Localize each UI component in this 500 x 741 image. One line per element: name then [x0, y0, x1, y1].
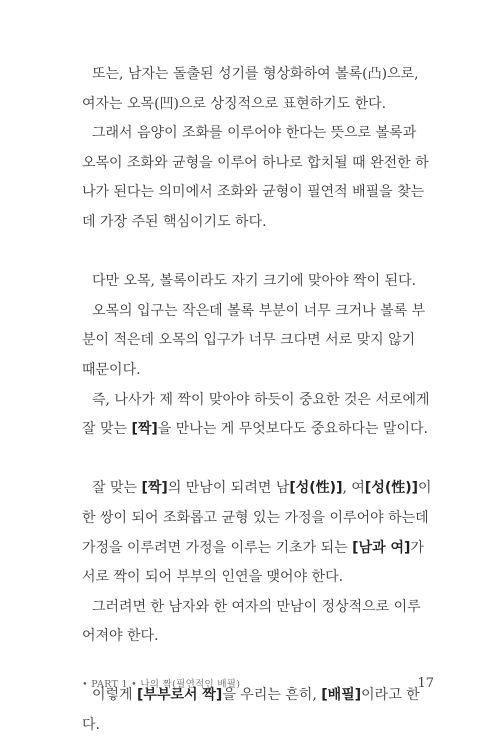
paragraph-gap: [82, 238, 432, 268]
paragraph: [82, 474, 432, 592]
text-run: 을 만나는 게 무엇보다도 중요하다는 말이다.: [157, 421, 428, 438]
bold-term: [짝]: [141, 480, 168, 497]
paragraph-gap: [82, 445, 432, 475]
body-text: [82, 60, 432, 741]
text-run: 가 서로 짝이 되어 부부의 인연을 맺어야 한다.: [82, 539, 424, 586]
page-footer: [82, 676, 434, 694]
running-head: • PART 1 • 나의 짝(필연적인 배필): [82, 679, 241, 690]
bold-term: [배필]: [321, 687, 362, 704]
bold-term: [부부로서 짝]: [137, 687, 223, 704]
text-run: , 여: [342, 480, 365, 497]
paragraph: [82, 386, 432, 445]
bold-term: [남과 여]: [352, 539, 411, 556]
bold-term: [성(性)]: [289, 480, 343, 497]
text-run: 을 우리는 흔히,: [222, 687, 322, 704]
text-run: 다만 오목, 볼록이라도 자기 크기에 맞아야 짝이 된다.: [92, 273, 417, 290]
paragraph: [82, 593, 432, 652]
text-run: 즉, 나사가 제 짝이 맞아야 하듯이 중요한 것은 서로에게 잘 맞는: [82, 391, 430, 438]
paragraph: [82, 267, 432, 297]
text-run: 그래서 음양이 조화를 이루어야 한다는 뜻으로 볼록과 오목이 조화와 균형을 이루어 하나로 합치될 때 완전한 하나가 된다는 의미에서 조화와 균형이 필연적 배필을 찾는 데 가장 주된 핵심이기도 하다.: [82, 125, 429, 230]
bold-term: [짝]: [131, 421, 158, 438]
paragraph: [82, 119, 432, 237]
paragraph: [82, 297, 432, 386]
bold-term: [성(性)]: [364, 480, 419, 497]
text-run: 이라고 한다.: [82, 687, 420, 734]
text-run: 그러려면 한 남자와 한 여자의 만남이 정상적으로 이루어져야 한다.: [82, 598, 421, 645]
text-run: 이 한 쌍이 되어 조화롭고 균형 있는 가정을 이루어야 하는데 가정을 이루려면 가정을 이루는 기초가 되는: [82, 480, 432, 556]
text-run: 또는, 남자는 돌출된 성기를 형상화하여 볼록(凸)으로, 여자는 오목(凹)으로 상징적으로 표현하기도 한다.: [82, 66, 419, 112]
text-run: 오목의 입구는 작은데 볼록 부분이 너무 크거나 볼록 부분이 적은데 오목의 입구가 너무 크다면 서로 맞지 않기 때문이다.: [82, 302, 426, 378]
paragraph: [82, 60, 432, 119]
text-run: 이렇게: [92, 687, 138, 704]
text-run: 잘 맞는: [92, 480, 142, 497]
text-run: 의 만남이 되려면 남: [167, 480, 290, 497]
page-number: 17: [417, 676, 434, 691]
